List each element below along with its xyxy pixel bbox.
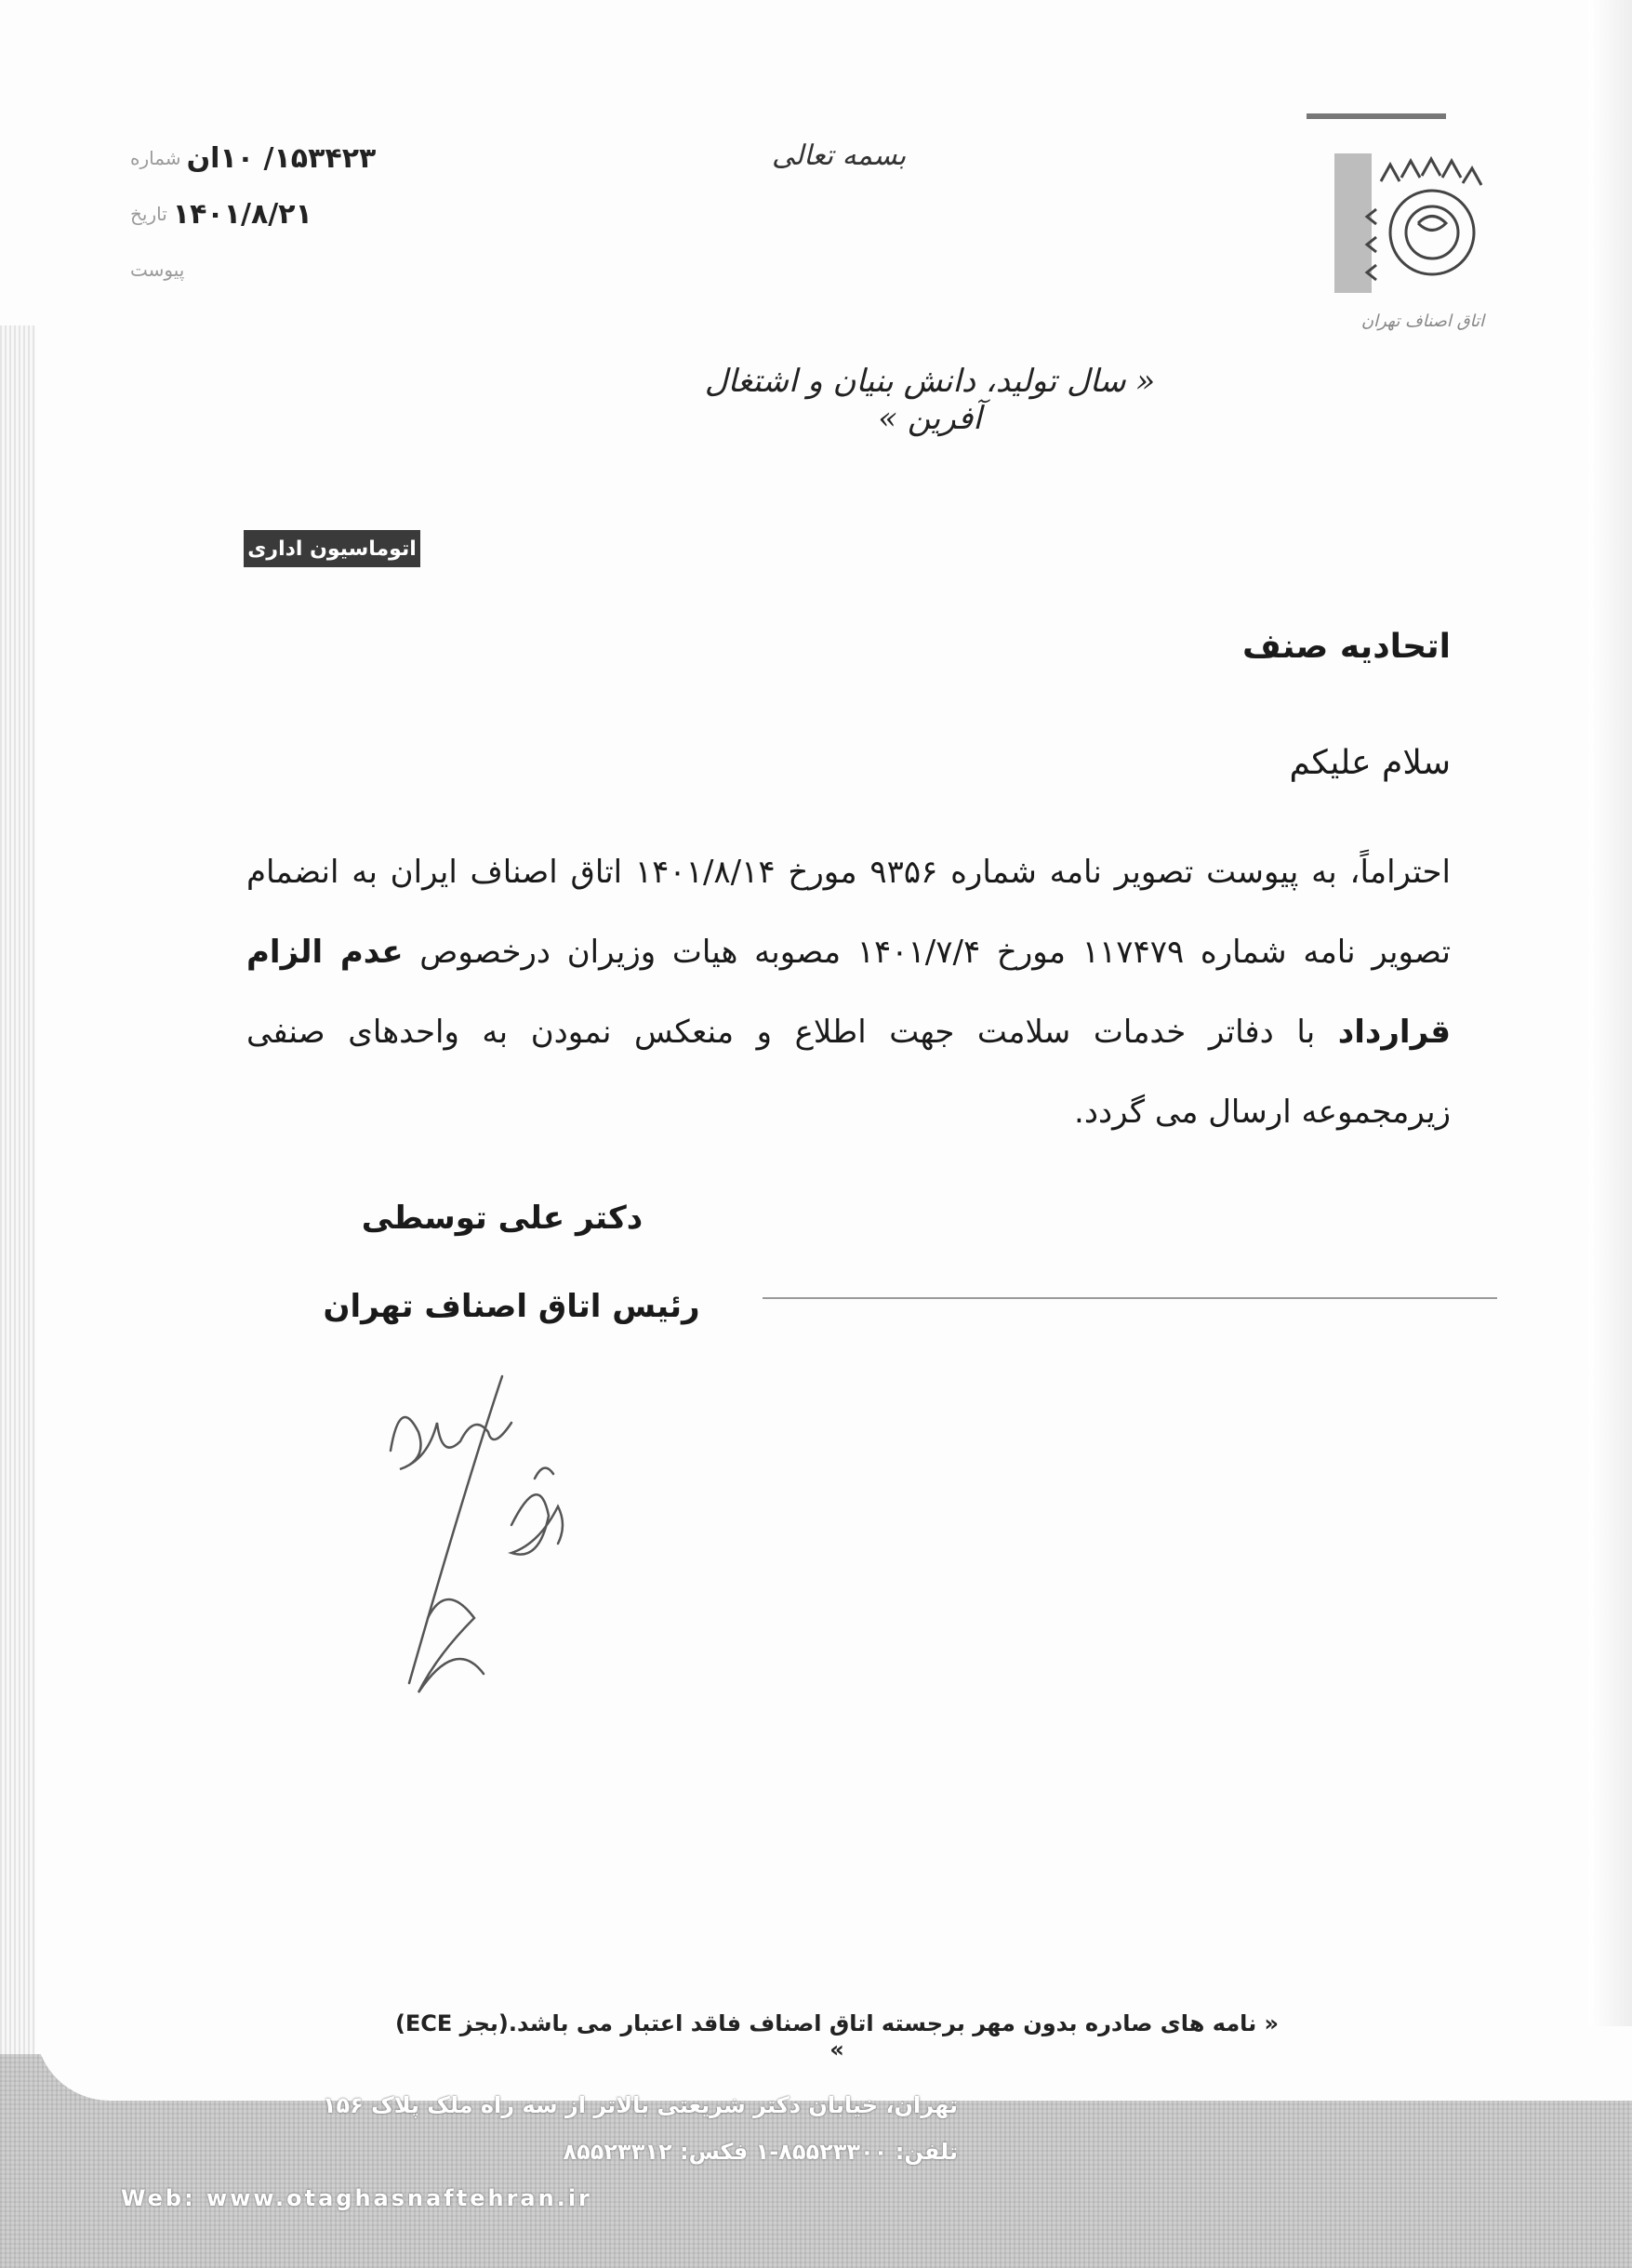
signatory-name: دکتر علی توسطی (361, 1200, 644, 1237)
guild-logo-icon (1334, 144, 1493, 302)
letter-meta (130, 130, 474, 298)
meta-number-row (130, 130, 474, 186)
date-label: تاریخ (130, 203, 167, 225)
validity-notice: « نامه های صادره بدون مهر برجسته اتاق اصناف فاقد اعتبار می باشد.(بجز ECE) » (394, 2010, 1280, 2062)
body-part-1: احتراماً، به پیوست تصویر نامه شماره ۹۳۵۶ مورخ ۱۴۰۱/۸/۱۴ اتاق اصناف ایران به انضمام تصویر نامه شماره ۱۱۷۴۷۹ مورخ ۱۴۰۱/۷/۴ مصوبه هیات وزیران درخصوص (246, 854, 1452, 971)
letter-body (246, 832, 1451, 1152)
blank-area (763, 1297, 1497, 1987)
body-part-2: با دفاتر خدمات سلامت جهت اطلاع و منعکس نمودن به واحدهای صنفی زیرمجموعه ارسال می گردد. (246, 1014, 1451, 1131)
meta-date-row (130, 186, 474, 242)
handwritten-signature-icon (372, 1339, 670, 1711)
logo-bar (1307, 113, 1446, 119)
date-value: ۱۴۰۱/۸/۲۱ (172, 197, 312, 231)
body-bold-phrase: عدم الزام قرارداد (246, 934, 1451, 1051)
footer-phone: تلفن: ۸۵۵۲۳۳۰۰-۱ فکس: ۸۵۵۲۳۳۱۲ (563, 2139, 958, 2165)
automation-stamp: اتوماسیون اداری (244, 530, 420, 567)
number-label: شماره (130, 147, 181, 169)
number-value: ۱۵۳۴۲۳/ ۱۰ان (186, 141, 377, 175)
year-slogan: « سال تولید، دانش بنیان و اشتغال آفرین » (704, 363, 1156, 437)
scan-artifact-right (1589, 0, 1632, 2268)
scan-artifact-left (0, 325, 35, 2120)
signatory-title: رئیس اتاق اصناف تهران (323, 1288, 700, 1325)
basmala: بسمه تعالی (772, 139, 907, 172)
attachment-label: پیوست (130, 259, 185, 281)
recipient: اتحادیه صنف (1241, 628, 1451, 666)
meta-attachment-row (130, 242, 474, 298)
greeting: سلام علیکم (1289, 744, 1451, 782)
footer-web: Web: www.otaghasnaftehran.ir (121, 2185, 592, 2211)
logo-caption: اتاق اصناف تهران (1360, 312, 1485, 331)
footer-address: تهران، خیابان دکتر شریعتی بالاتر از سه راه ملک پلاک ۱۵۶ (322, 2092, 958, 2118)
